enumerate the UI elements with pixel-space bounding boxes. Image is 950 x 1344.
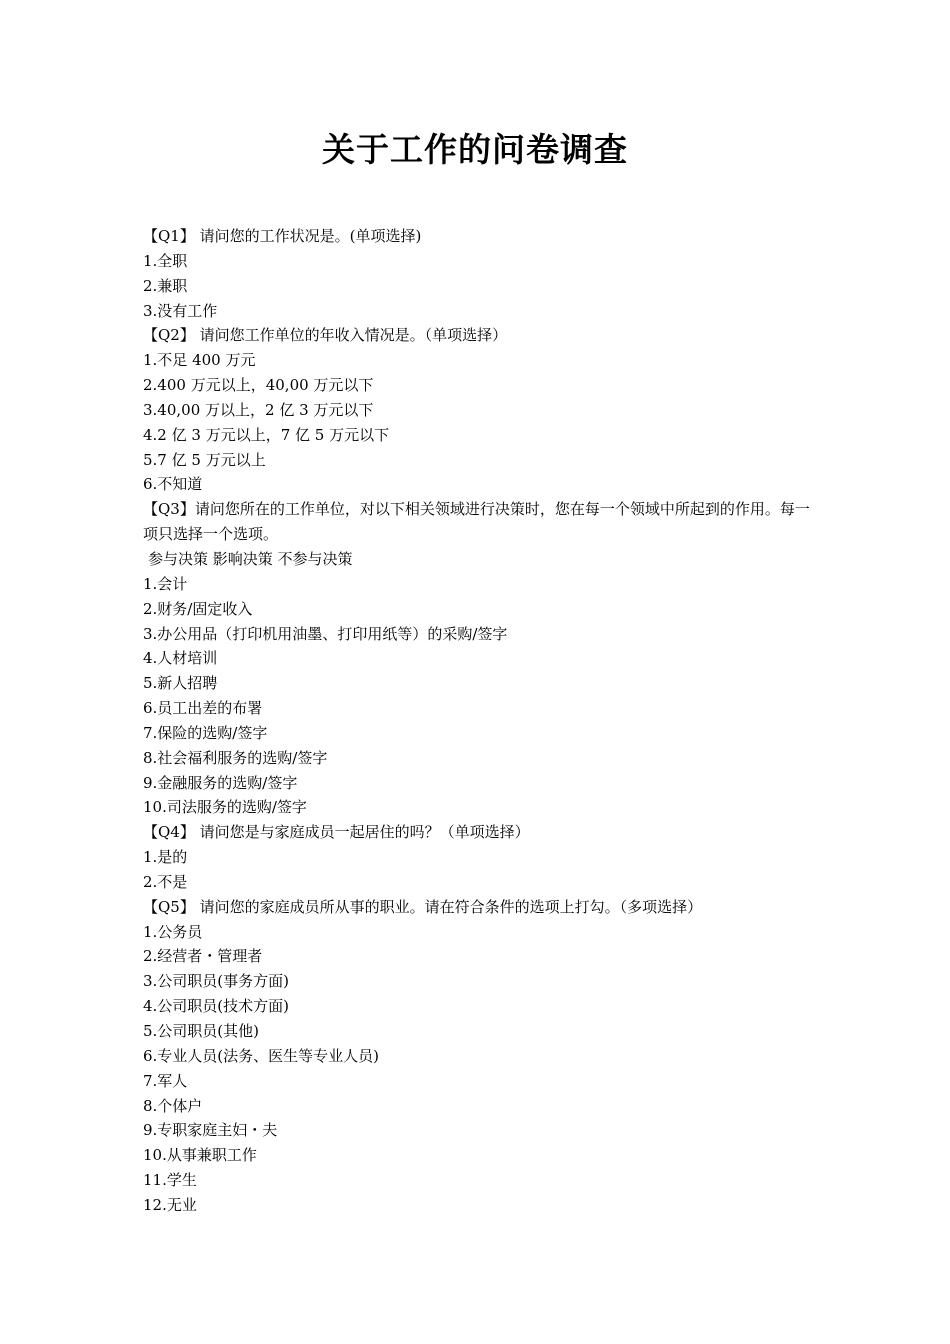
option-item: 2.经营者・管理者 <box>143 947 263 966</box>
option-item: 2.400 万元以上，40,00 万元以下 <box>143 376 374 395</box>
question-header: 【Q5】 请问您的家庭成员所从事的职业。请在符合条件的选项上打勾。（多项选择） <box>143 897 703 916</box>
option-item: 4.公司职员(技术方面) <box>143 997 290 1016</box>
option-item: 2.兼职 <box>143 276 188 295</box>
option-item: 1.公务员 <box>143 922 203 941</box>
option-item: 1.全职 <box>143 251 188 270</box>
option-item: 6.专业人员(法务、医生等专业人员) <box>143 1046 380 1065</box>
question-q4 <box>143 820 813 895</box>
option-item: 2.财务/固定收入 <box>143 599 253 618</box>
question-header: 【Q3】请问您所在的工作单位，对以下相关领域进行决策时，您在每一个领域中所起到的作用。每一项只选择一个选项。 <box>143 500 810 544</box>
option-item: 6.不知道 <box>143 475 203 494</box>
option-item: 3.没有工作 <box>143 301 218 320</box>
option-item: 1.会计 <box>143 574 188 593</box>
option-item: 9.专职家庭主妇・夫 <box>143 1121 278 1140</box>
option-item: 5.新人招聘 <box>143 674 218 693</box>
survey-content <box>143 224 813 1218</box>
question-header: 【Q4】 请问您是与家庭成员一起居住的吗？（单项选择） <box>143 823 530 842</box>
option-item: 8.个体户 <box>143 1096 203 1115</box>
option-item: 12.无业 <box>143 1195 197 1214</box>
option-item: 1.不足 400 万元 <box>143 351 256 370</box>
option-item: 10.司法服务的选购/签字 <box>143 798 307 817</box>
option-item: 3.办公用品（打印机用油墨、打印用纸等）的采购/签字 <box>143 624 508 643</box>
option-item: 5.公司职员(其他) <box>143 1022 260 1040</box>
question-q1 <box>143 224 813 323</box>
option-item: 8.社会福利服务的选购/签字 <box>143 748 328 767</box>
option-item: 7.军人 <box>143 1071 188 1090</box>
option-item: 4.2 亿 3 万元以上，7 亿 5 万元以下 <box>143 425 390 444</box>
option-item: 6.员工出差的布署 <box>143 699 263 718</box>
option-item: 5.7 亿 5 万元以上 <box>143 450 266 469</box>
option-item: 10.从事兼职工作 <box>143 1146 257 1165</box>
question-subheader: 参与决策 影响决策 不参与决策 <box>148 549 353 568</box>
document-title: 关于工作的问卷调查 <box>322 130 628 169</box>
question-header: 【Q1】 请问您的工作状况是。(单项选择) <box>143 227 422 245</box>
question-header: 【Q2】 请问您工作单位的年收入情况是。（单项选择） <box>143 326 508 345</box>
option-item: 9.金融服务的选购/签字 <box>143 773 298 792</box>
option-item: 7.保险的选购/签字 <box>143 723 268 742</box>
option-item: 4.人材培训 <box>143 649 218 668</box>
option-item: 11.学生 <box>143 1171 197 1190</box>
question-q3 <box>143 497 813 820</box>
question-q2 <box>143 323 813 497</box>
option-item: 3.公司职员(事务方面) <box>143 972 290 991</box>
option-item: 3.40,00 万以上，2 亿 3 万元以下 <box>143 400 374 419</box>
question-q5 <box>143 895 813 1218</box>
option-item: 1.是的 <box>143 848 188 867</box>
option-item: 2.不是 <box>143 872 188 891</box>
